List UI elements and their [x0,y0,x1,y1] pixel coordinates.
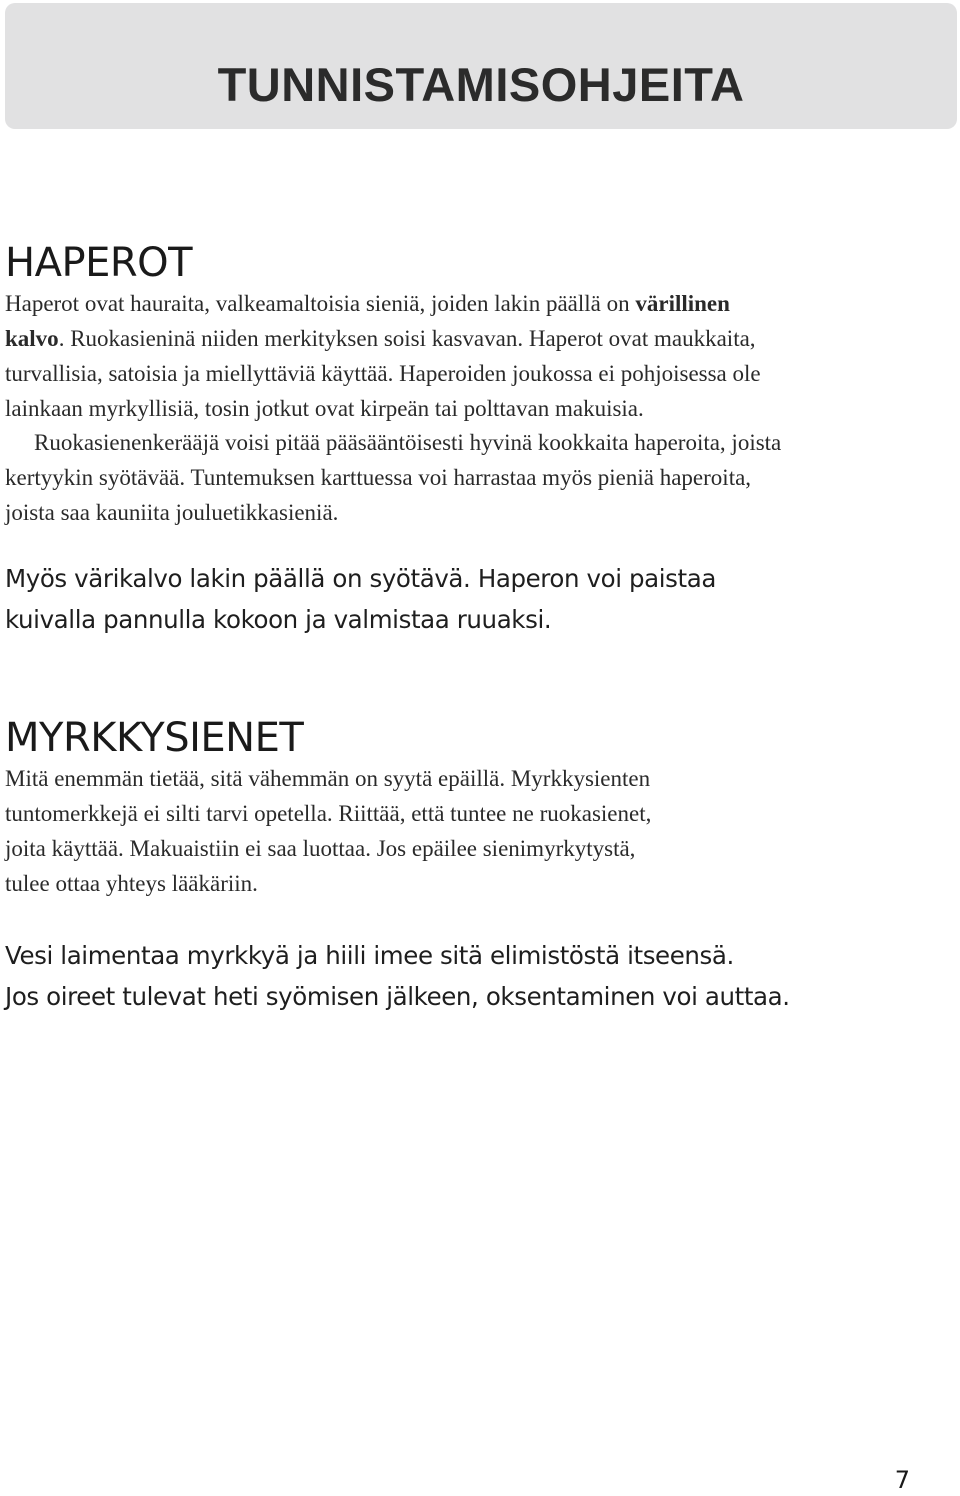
text-line: kertyykin syötävää. Tuntemuksen karttuessa voi harrastaa myös pieniä haperoita, [5,465,752,490]
text-line: Haperot ovat hauraita, valkeamaltoisia sieniä, joiden lakin päällä on värillinen [5,291,730,316]
myrkkysienet-highlight-text [5,935,960,1017]
text-line: turvallisia, satoisia ja miellyttäviä käyttää. Haperoiden joukossa ei pohjoisessa ole [5,361,761,386]
text-line: joista saa kauniita jouluetikkasieniä. [5,500,339,525]
text-line: lainkaan myrkyllisiä, tosin jotkut ovat kirpeän tai polttavan makuisia. [5,396,644,421]
haperot-paragraph-1 [5,286,960,426]
section-heading-myrkkysienet: MYRKKYSIENET [5,715,304,761]
page-number: 7 [894,1466,910,1494]
text-line: Jos oireet tulevat heti syömisen jälkeen, oksentaminen voi auttaa. [5,982,790,1011]
title-banner [5,3,957,129]
text-line: kuivalla pannulla kokoon ja valmistaa ruuaksi. [5,605,552,634]
text-line: tulee ottaa yhteys lääkäriin. [5,871,258,896]
text-line: Myös värikalvo lakin päällä on syötävä. Haperon voi paistaa [5,564,716,593]
haperot-paragraph-2 [5,425,960,530]
section-heading-haperot: HAPEROT [5,240,193,286]
text-line: Vesi laimentaa myrkkyä ja hiili imee sitä elimistöstä itseensä. [5,941,734,970]
text-line: kalvo. Ruokasieninä niiden merkityksen soisi kasvavan. Haperot ovat maukkaita, [5,326,756,351]
text-line: tuntomerkkejä ei silti tarvi opetella. Riittää, että tuntee ne ruokasienet, [5,801,652,826]
text-line: Mitä enemmän tietää, sitä vähemmän on syytä epäillä. Myrkkysienten [5,766,651,791]
text-line: Ruokasienenkerääjä voisi pitää pääsääntöisesti hyvinä kookkaita haperoita, joista [34,430,782,455]
page-title: TUNNISTAMISOHJEITA [217,58,745,111]
text-line: joita käyttää. Makuaistiin ei saa luottaa. Jos epäilee sienimyrkytystä, [5,836,636,861]
myrkkysienet-paragraph [5,761,960,901]
haperot-highlight-text [5,558,960,640]
